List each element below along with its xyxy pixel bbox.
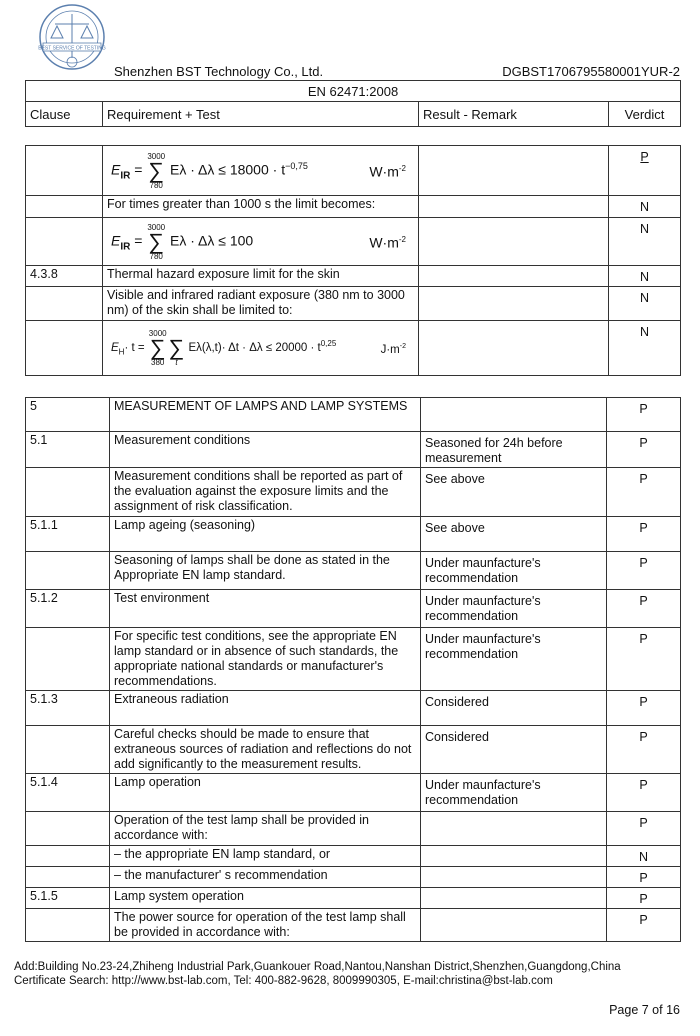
clause-number xyxy=(26,846,110,867)
table-row xyxy=(26,432,681,468)
verdict: P xyxy=(607,909,681,942)
table-row xyxy=(26,398,681,432)
requirement-text: For specific test conditions, see the appropriate EN lamp standard or in absence of such standards, the appropriate national standards or manufacturer's recommendations. xyxy=(110,628,421,691)
table-row xyxy=(26,909,681,942)
clause-number: 5.1.3 xyxy=(26,691,110,726)
footer-address: Add:Building No.23-24,Zhiheng Industrial Park,Guankouer Road,Nantou,Nanshan District,Shenzhen,Guangdong,China xyxy=(14,961,621,973)
clause-number: 5 xyxy=(26,398,110,432)
table-row xyxy=(26,774,681,812)
clause-number xyxy=(26,552,110,590)
result-remark xyxy=(421,909,607,942)
verdict: P xyxy=(607,726,681,774)
verdict: P xyxy=(607,774,681,812)
result-remark: See above xyxy=(421,468,607,517)
table-row xyxy=(26,552,681,590)
verdict: N xyxy=(609,196,681,218)
clause-number xyxy=(26,726,110,774)
footer xyxy=(14,960,621,988)
formula-eir-short: $E_{IR}$ = 3000 ∑ 780 $E\lambda \cdot \Delta\lambda \le 18000 \cdot t^{-0,75}$ $W\cdot m^{-2}$ xyxy=(103,146,419,196)
col-result: Result - Remark xyxy=(419,102,609,127)
table-row xyxy=(26,888,681,909)
requirement-text: Test environment xyxy=(110,590,421,628)
verdict: N xyxy=(609,218,681,266)
table-row xyxy=(26,812,681,846)
col-clause: Clause xyxy=(26,102,103,127)
result-remark: Under maunfacture's recommendation xyxy=(421,628,607,691)
result-remark xyxy=(421,812,607,846)
result-remark: Considered xyxy=(421,726,607,774)
table-section-5 xyxy=(25,397,681,942)
verdict: N xyxy=(609,321,681,376)
requirement-text: Lamp ageing (seasoning) xyxy=(110,517,421,552)
table-row xyxy=(26,196,681,218)
verdict: P xyxy=(607,590,681,628)
verdict: P xyxy=(607,691,681,726)
col-requirement: Requirement + Test xyxy=(103,102,419,127)
clause-number xyxy=(26,812,110,846)
verdict: P xyxy=(607,398,681,432)
logo-text: BEST SERVICE OF TESTING xyxy=(38,45,106,52)
table-row xyxy=(26,146,681,196)
verdict: N xyxy=(609,266,681,287)
result-remark: Under maunfacture's recommendation xyxy=(421,552,607,590)
requirement-text: Extraneous radiation xyxy=(110,691,421,726)
company-logo xyxy=(37,2,107,72)
clause-number: 5.1.1 xyxy=(26,517,110,552)
result-remark xyxy=(421,888,607,909)
col-verdict: Verdict xyxy=(609,102,681,127)
verdict: P xyxy=(607,888,681,909)
verdict: P xyxy=(607,628,681,691)
table-row xyxy=(26,517,681,552)
requirement-text: – the manufacturer' s recommendation xyxy=(110,867,421,888)
requirement-text: Seasoning of lamps shall be done as stated in the Appropriate EN lamp standard. xyxy=(110,552,421,590)
report-number: DGBST1706795580001YUR-2 xyxy=(502,64,680,79)
result-remark xyxy=(421,398,607,432)
requirement-text: The power source for operation of the test lamp shall be provided in accordance with: xyxy=(110,909,421,942)
verdict: P xyxy=(607,867,681,888)
clause-number xyxy=(26,909,110,942)
requirement-text: Visible and infrared radiant exposure (380 nm to 3000 nm) of the skin shall be limited to: xyxy=(103,287,419,321)
table-row xyxy=(26,321,681,376)
requirement-text: Lamp system operation xyxy=(110,888,421,909)
requirement-text: Careful checks should be made to ensure that extraneous sources of radiation and reflections do not add significantly to the measurement results. xyxy=(110,726,421,774)
result-remark: See above xyxy=(421,517,607,552)
table-row xyxy=(26,628,681,691)
requirement-text: Thermal hazard exposure limit for the skin xyxy=(103,266,419,287)
verdict: P xyxy=(607,432,681,468)
verdict: P xyxy=(607,812,681,846)
result-remark xyxy=(421,867,607,888)
table-row xyxy=(26,590,681,628)
result-remark: Seasoned for 24h before measurement xyxy=(421,432,607,468)
clause-number xyxy=(26,628,110,691)
verdict: P xyxy=(607,552,681,590)
company-name: Shenzhen BST Technology Co., Ltd. xyxy=(114,64,324,79)
requirement-text: Lamp operation xyxy=(110,774,421,812)
result-remark: Considered xyxy=(421,691,607,726)
table-row xyxy=(26,726,681,774)
clause-number xyxy=(26,468,110,517)
standard-title: EN 62471:2008 xyxy=(26,81,681,102)
verdict: P xyxy=(640,150,649,164)
table-row xyxy=(26,691,681,726)
verdict: P xyxy=(607,517,681,552)
clause-number: 5.1.4 xyxy=(26,774,110,812)
result-remark xyxy=(421,846,607,867)
page-number: Page 7 of 16 xyxy=(609,1003,680,1017)
table-row xyxy=(26,218,681,266)
verdict: N xyxy=(607,846,681,867)
requirement-text: Operation of the test lamp shall be provided in accordance with: xyxy=(110,812,421,846)
requirement-text: – the appropriate EN lamp standard, or xyxy=(110,846,421,867)
table-row xyxy=(26,266,681,287)
result-remark: Under maunfacture's recommendation xyxy=(421,590,607,628)
requirement-text: MEASUREMENT OF LAMPS AND LAMP SYSTEMS xyxy=(110,398,421,432)
requirement-text: Measurement conditions xyxy=(110,432,421,468)
requirement-text: For times greater than 1000 s the limit becomes: xyxy=(103,196,419,218)
verdict: N xyxy=(609,287,681,321)
formula-eir-long: $E_{IR}$ = 3000 ∑ 780 Eλ · Δλ ≤ 100 $W\cdot m^{-2}$ xyxy=(103,218,419,266)
table-row xyxy=(26,846,681,867)
clause-number: 4.3.8 xyxy=(26,266,103,287)
clause-number xyxy=(26,867,110,888)
footer-contact: Certificate Search: http://www.bst-lab.com, Tel: 400-882-9628, 8009990305, E-mail:christina@bst-lab.com xyxy=(14,975,553,987)
verdict: P xyxy=(607,468,681,517)
clause-number: 5.1.2 xyxy=(26,590,110,628)
clause-number: 5.1.5 xyxy=(26,888,110,909)
table-row xyxy=(26,867,681,888)
table-row xyxy=(26,468,681,517)
result-remark: Under maunfacture's recommendation xyxy=(421,774,607,812)
formula-eh: $E_H\cdot t$ = 3000 ∑ 380 ∑ t $E\lambda(\lambda,t)\cdot \Delta t \cdot \Delta\lambda \le 20000 \cdot t^{0,25}$ $J\cdot m^{-2}$ xyxy=(103,321,419,376)
header-table xyxy=(25,80,681,127)
clause-number: 5.1 xyxy=(26,432,110,468)
table-section-4 xyxy=(25,145,681,376)
requirement-text: Measurement conditions shall be reported as part of the evaluation against the exposure limits and the assignment of risk classification. xyxy=(110,468,421,517)
table-row xyxy=(26,287,681,321)
